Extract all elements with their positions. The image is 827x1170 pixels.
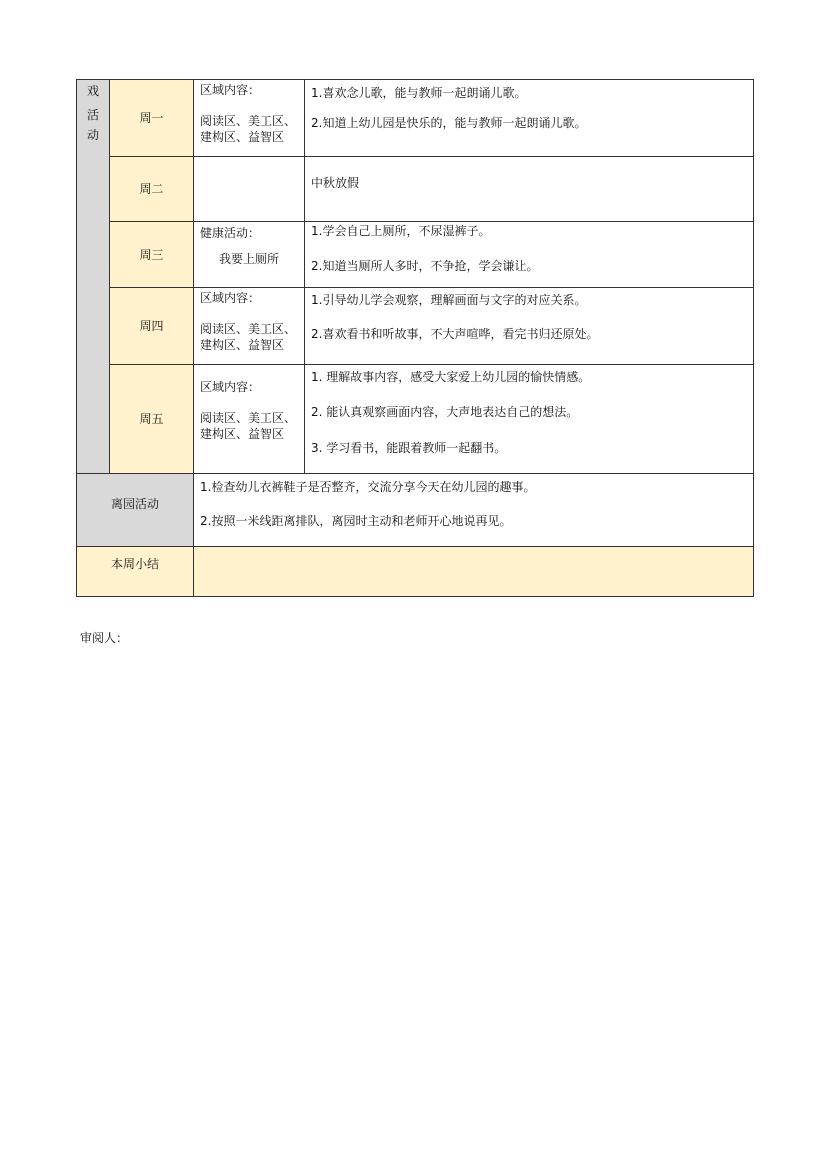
category-char-3: 动 <box>86 128 99 142</box>
category-cell <box>77 80 110 474</box>
table-row-wed <box>77 222 754 288</box>
content-line: 建构区、益智区 <box>200 427 285 441</box>
table-row-thu <box>77 288 754 365</box>
content-sub: 我要上厕所 <box>218 252 279 266</box>
goal-cell-thu <box>305 288 754 365</box>
goal-item: 中秋放假 <box>311 176 360 190</box>
goal-item: 2.知道上幼儿园是快乐的，能与教师一起朗诵儿歌。 <box>311 116 587 130</box>
content-title: 区域内容： <box>200 380 261 394</box>
day-cell-wed: 周三 <box>110 222 194 288</box>
goal-item: 1.喜欢念儿歌，能与教师一起朗诵儿歌。 <box>311 86 527 100</box>
content-title: 区域内容： <box>200 83 261 97</box>
goal-item: 2.喜欢看书和听故事，不大声喧哗，看完书归还原处。 <box>311 327 599 341</box>
day-cell-tue: 周二 <box>110 157 194 222</box>
table-row-fri <box>77 365 754 474</box>
table-row-leave <box>77 474 754 547</box>
goal-item: 2.知道当厕所人多时，不争抢，学会谦让。 <box>311 259 539 273</box>
day-cell-fri: 周五 <box>110 365 194 474</box>
content-line: 建构区、益智区 <box>200 338 285 352</box>
content-cell-fri <box>194 365 305 474</box>
content-line: 阅读区、美工区、 <box>200 411 297 425</box>
content-line: 建构区、益智区 <box>200 130 285 144</box>
goal-item: 2. 能认真观察画面内容，大声地表达自己的想法。 <box>311 405 579 419</box>
content-cell-wed <box>194 222 305 288</box>
goal-item: 1.检查幼儿衣裤鞋子是否整齐，交流分享今天在幼儿园的趣事。 <box>200 480 536 494</box>
table-row-summary <box>77 547 754 597</box>
content-title: 健康活动： <box>200 226 261 240</box>
goal-item: 3. 学习看书，能跟着教师一起翻书。 <box>311 441 507 455</box>
content-cell-tue <box>194 157 305 222</box>
weekly-plan-table <box>76 79 754 597</box>
leave-goal-cell <box>194 474 754 547</box>
goal-item: 1. 理解故事内容，感受大家爱上幼儿园的愉快情感。 <box>311 370 591 384</box>
leave-label: 离园活动 <box>110 497 159 511</box>
content-line: 阅读区、美工区、 <box>200 114 297 128</box>
day-cell-mon: 周一 <box>110 80 194 157</box>
goal-item: 1.学会自己上厕所，不尿湿裤子。 <box>311 224 491 238</box>
goal-cell-tue <box>305 157 754 222</box>
summary-label: 本周小结 <box>110 557 159 571</box>
content-cell-mon <box>194 80 305 157</box>
goal-cell-wed <box>305 222 754 288</box>
day-cell-thu: 周四 <box>110 288 194 365</box>
goal-item: 1.引导幼儿学会观察，理解画面与文字的对应关系。 <box>311 293 587 307</box>
category-char-2: 活 <box>86 108 99 122</box>
table-row-tue <box>77 157 754 222</box>
category-char-1: 戏 <box>86 84 99 98</box>
reviewer-label: 审阅人： <box>80 631 129 645</box>
goal-item: 2.按照一米线距离排队，离园时主动和老师开心地说再见。 <box>200 514 512 528</box>
summary-content-cell[interactable] <box>194 547 754 597</box>
content-line: 阅读区、美工区、 <box>200 322 297 336</box>
leave-label-cell <box>77 474 194 547</box>
goal-cell-fri <box>305 365 754 474</box>
goal-cell-mon <box>305 80 754 157</box>
table-row-mon <box>77 80 754 157</box>
content-title: 区域内容： <box>200 291 261 305</box>
summary-label-cell <box>77 547 194 597</box>
content-cell-thu <box>194 288 305 365</box>
